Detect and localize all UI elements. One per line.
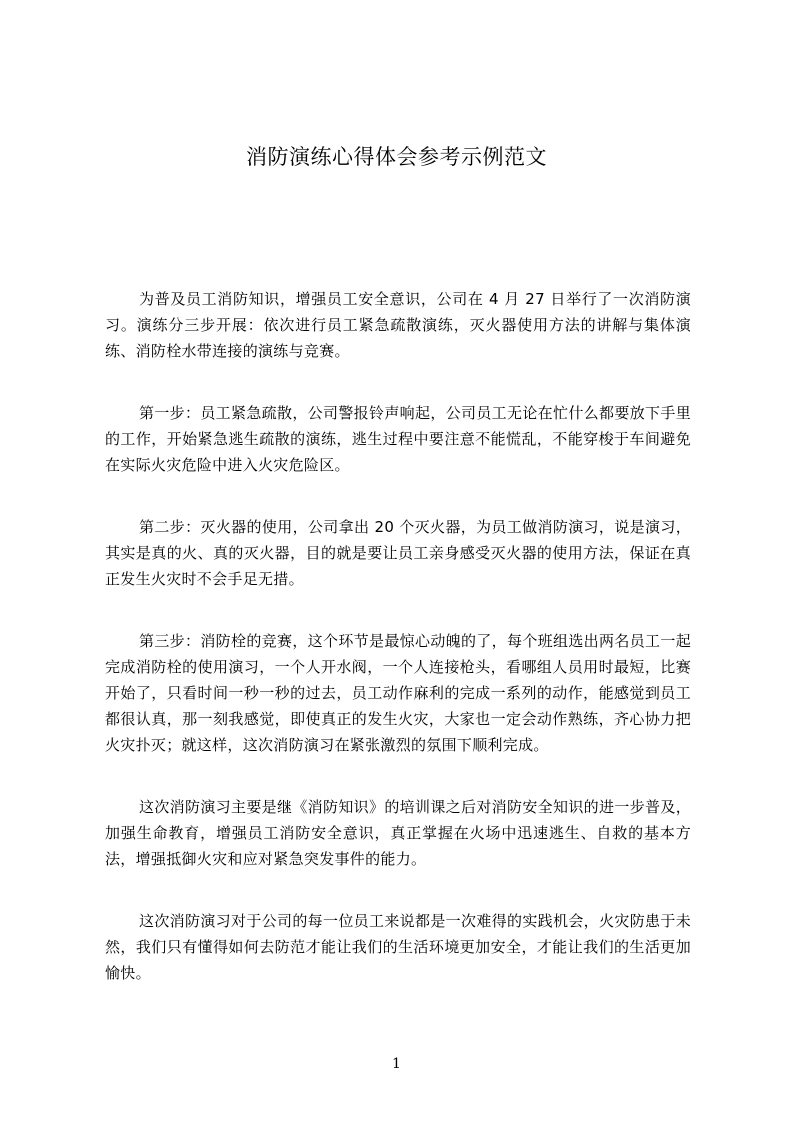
page-number: 1 — [392, 1056, 401, 1072]
paragraph-intro: 为普及员工消防知识，增强员工安全意识，公司在 4 月 27 日举行了一次消防演习。演练分三步开展：依次进行员工紧急疏散演练，灭火器使用方法的讲解与集体演练、消防栓水带连接的演练与竞赛。 — [105, 290, 691, 360]
document-body — [105, 286, 691, 1022]
paragraph-step-three: 第三步：消防栓的竞赛，这个环节是最惊心动魄的了，每个班组选出两名员工一起完成消防栓的使用演习，一个人开水阀，一个人连接枪头，看哪组人员用时最短，比赛开始了，只看时间一秒一秒的过去，员工动作麻利的完成一系列的动作，能感觉到员工都很认真，那一刻我感觉，即使真正的发生火灾，大家也一定会动作熟练，齐心协力把火灾扑灭；就这样，这次消防演习在紧张激烈的氛围下顺利完成。 — [105, 632, 691, 754]
paragraph-conclusion: 这次消防演习对于公司的每一位员工来说都是一次难得的实践机会，火灾防患于未然，我们只有懂得如何去防范才能让我们的生活环境更加安全，才能让我们的生活更加愉快。 — [105, 912, 691, 982]
paragraph-summary: 这次消防演习主要是继《消防知识》的培训课之后对消防安全知识的进一步普及，加强生命教育，增强员工消防安全意识，真正掌握在火场中迅速逃生、自救的基本方法，增强抵御火灾和应对紧急突发事件的能力。 — [105, 798, 691, 868]
document-title: 消防演练心得体会参考示例范文 — [246, 145, 547, 169]
paragraph-step-two: 第二步：灭火器的使用，公司拿出 20 个灭火器，为员工做消防演习，说是演习，其实是真的火、真的灭火器，目的就是要让员工亲身感受灭火器的使用方法，保证在真正发生火灾时不会手足无措。 — [105, 518, 691, 588]
paragraph-step-one: 第一步：员工紧急疏散，公司警报铃声响起，公司员工无论在忙什么都要放下手里的工作，开始紧急逃生疏散的演练，逃生过程中要注意不能慌乱，不能穿梭于车间避免在实际火灾危险中进入火灾危险区。 — [105, 404, 691, 474]
